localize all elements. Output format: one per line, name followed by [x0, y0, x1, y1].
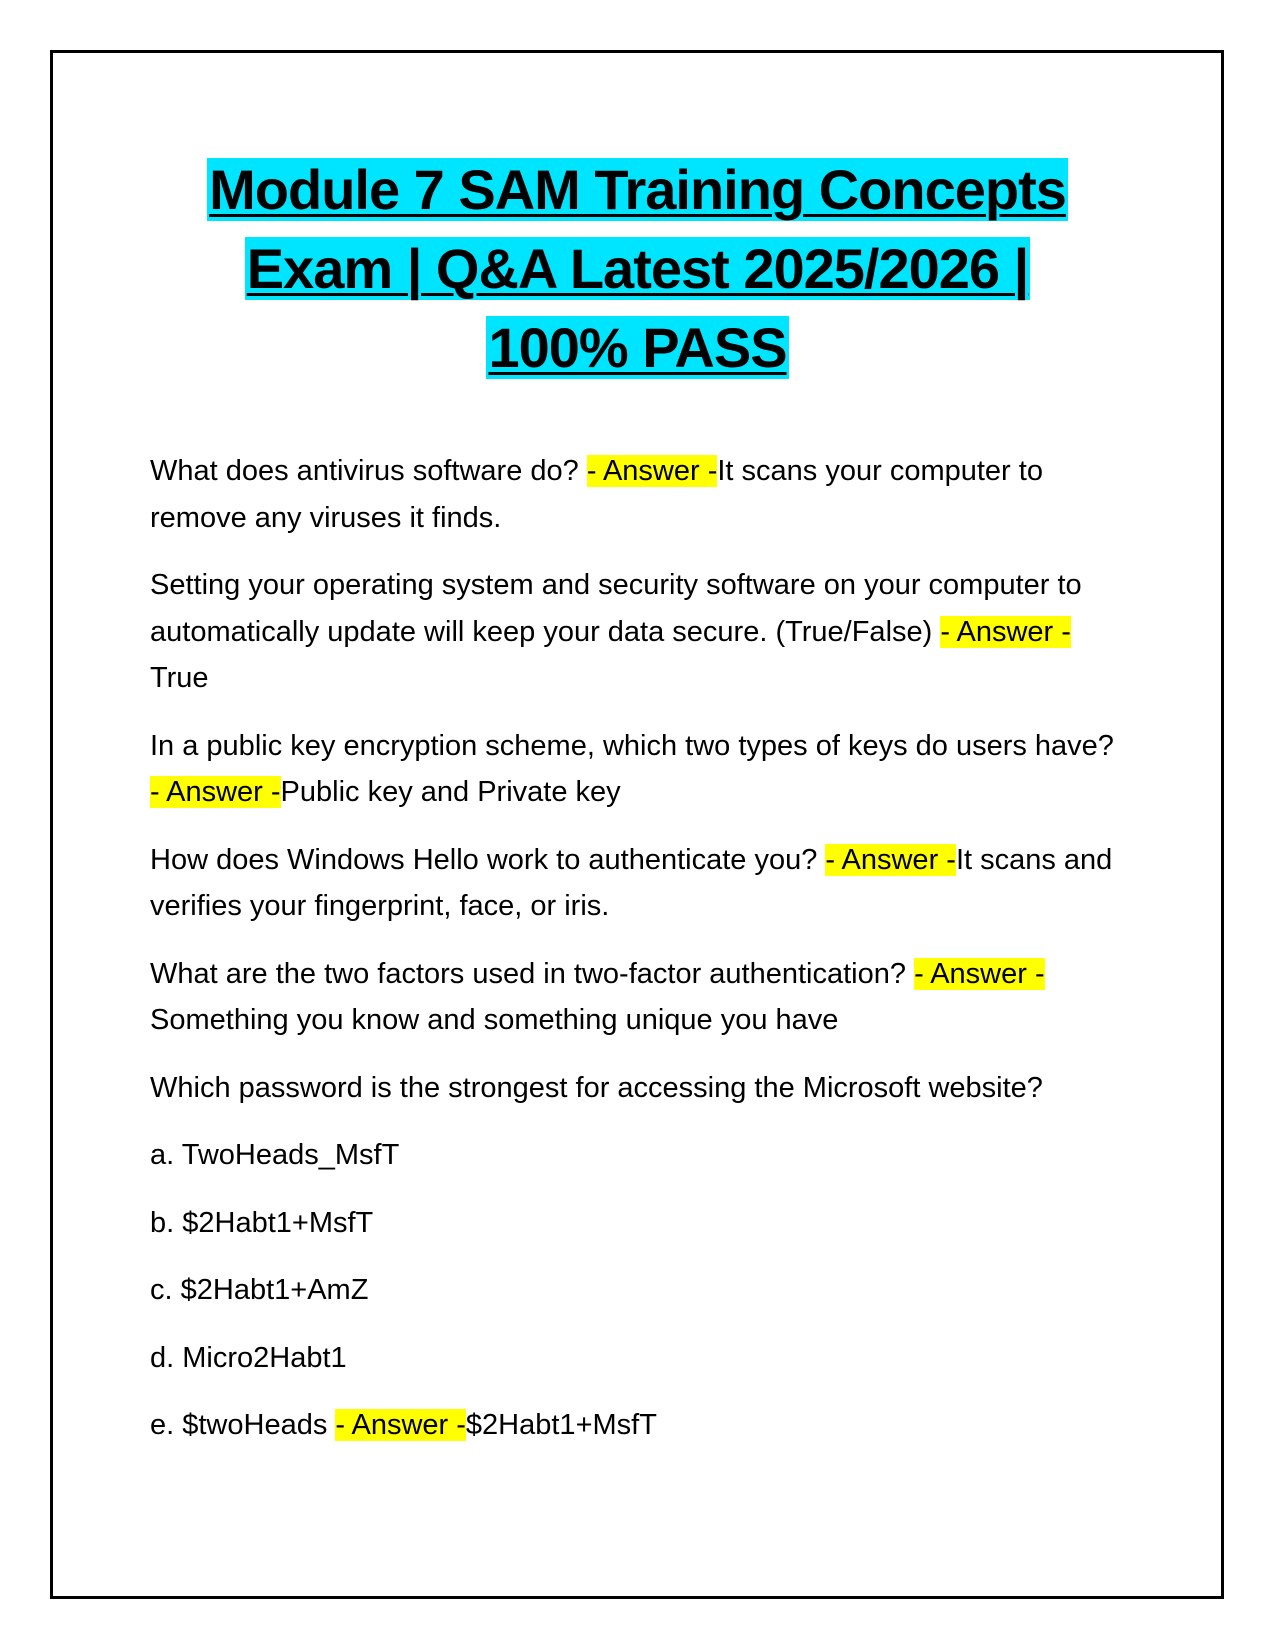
option-e-text: e. $twoHeads: [150, 1409, 336, 1441]
answer-text: Something you know and something unique you have: [150, 1004, 839, 1036]
answer-text: $2Habt1+MsfT: [465, 1409, 657, 1441]
answer-text: True: [150, 662, 209, 694]
answer-marker: - Answer -: [335, 1409, 466, 1441]
title-line-2: Exam | Q&A Latest 2025/2026 |: [246, 237, 1029, 300]
question-text: Setting your operating system and security software on your computer to automatically update will keep your data secure. (True/False): [150, 569, 1082, 648]
option-b: b. $2Habt1+MsfT: [150, 1206, 374, 1239]
answer-marker: - Answer -: [586, 455, 718, 487]
qa-item-2: [150, 562, 1125, 702]
question-text: How does Windows Hello work to authenticate you?: [150, 843, 826, 876]
qa-content: [150, 448, 1125, 1470]
title-line-3: 100% PASS: [488, 316, 787, 379]
option-c: c. $2Habt1+AmZ: [150, 1274, 369, 1306]
qa-item-3: [150, 723, 1125, 816]
question-text: What does antivirus software do?: [150, 455, 587, 487]
option-d: d. Micro2Habt1: [150, 1341, 347, 1374]
answer-marker: - Answer -: [825, 843, 956, 876]
option-e: [150, 1402, 1125, 1449]
qa-item-4: [150, 837, 1125, 930]
option-a: a. TwoHeads_MsfT: [150, 1139, 400, 1171]
answer-text: Public key and Private key: [280, 776, 621, 808]
question-text: What are the two factors used in two-factor authentication?: [150, 957, 915, 990]
answer-marker: - Answer -: [914, 957, 1045, 990]
password-question: Which password is the strongest for accessing the Microsoft website?: [150, 1071, 1043, 1104]
title-line-1: Module 7 SAM Training Concepts: [209, 158, 1066, 221]
qa-item-1: [150, 448, 1125, 541]
document-title: [150, 150, 1125, 387]
answer-marker: - Answer -: [150, 776, 281, 808]
answer-text: It scans your computer to remove any viruses it finds.: [150, 455, 1043, 534]
answer-text: It scans and verifies your fingerprint, face, or iris.: [150, 843, 1113, 922]
qa-item-5: [150, 951, 1125, 1044]
answer-marker: - Answer -: [940, 615, 1071, 648]
question-text: In a public key encryption scheme, which two types of keys do users have?: [150, 729, 1114, 762]
